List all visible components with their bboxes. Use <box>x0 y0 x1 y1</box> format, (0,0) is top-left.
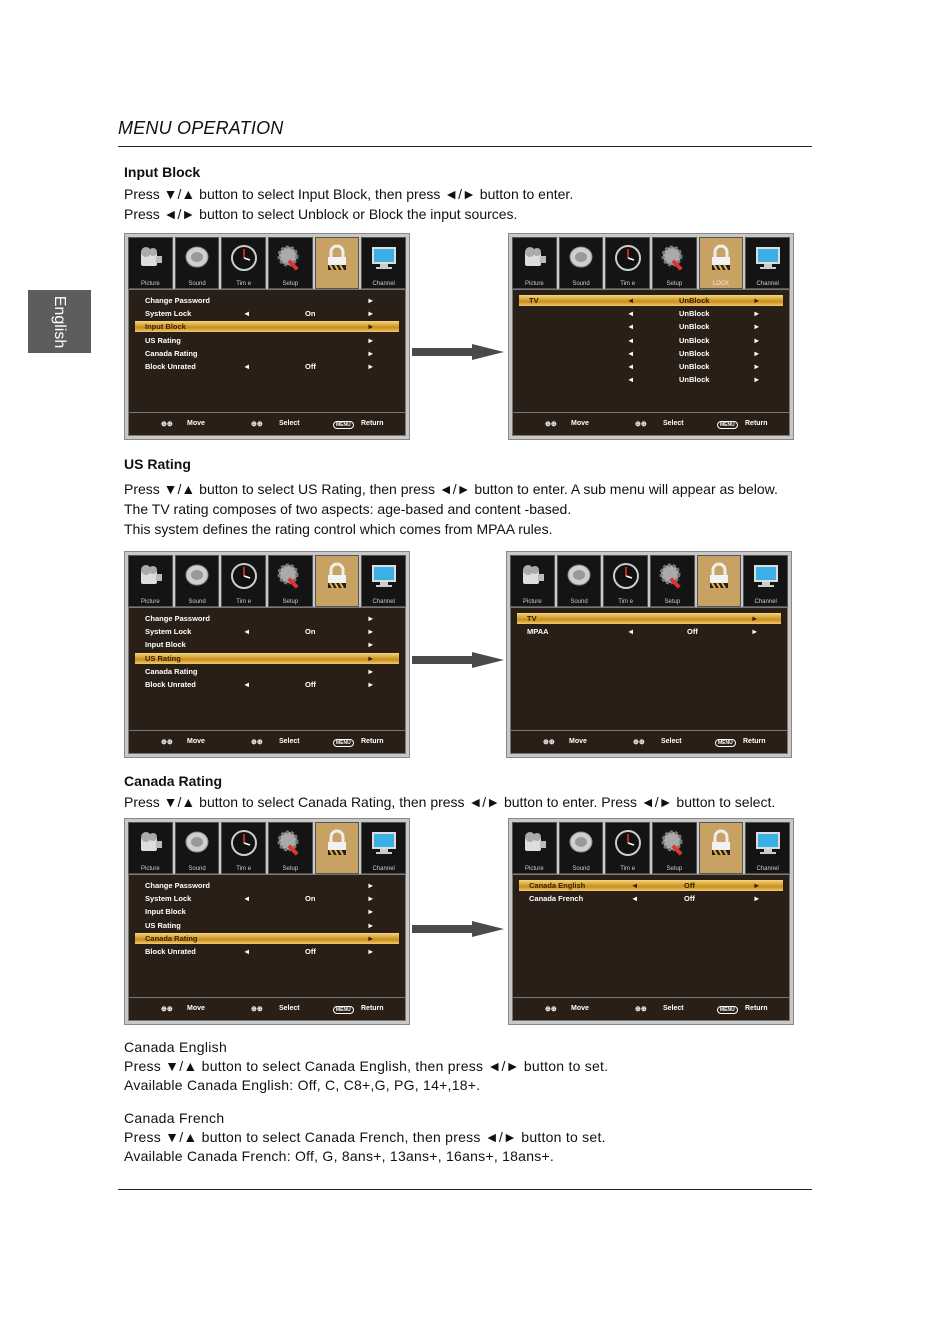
speaker-icon <box>566 828 596 858</box>
lock-icon <box>322 561 352 591</box>
camera-icon <box>517 561 547 591</box>
left-arrow-icon: ◄ <box>243 627 251 637</box>
speaker-icon <box>182 828 212 858</box>
menu-item[interactable] <box>519 893 783 904</box>
clock-icon <box>613 243 643 273</box>
gear-icon <box>659 243 689 273</box>
move-hint: Move <box>187 1005 205 1012</box>
left-arrow-icon: ◄ <box>243 362 251 371</box>
return-hint: Return <box>743 738 766 745</box>
picture-tab[interactable] <box>512 822 557 874</box>
lock-tab[interactable] <box>315 822 360 874</box>
canada-english-line2: Available Canada English: Off, C, C8+,G, PG, 14+,18+. <box>124 1077 481 1093</box>
menu-item[interactable] <box>519 321 783 332</box>
setup-tab[interactable] <box>268 237 313 289</box>
up-down-icon: ⊕⊕ <box>545 421 557 428</box>
gear-icon <box>275 243 305 273</box>
menu-item[interactable] <box>135 639 399 650</box>
menu-icon-bar <box>512 822 790 874</box>
lock-icon <box>322 243 352 273</box>
left-arrow-icon: ◄ <box>631 881 639 890</box>
left-arrow-icon: ◄ <box>243 894 251 904</box>
lock-tab[interactable] <box>697 555 742 607</box>
tab-label: Channel <box>372 866 395 872</box>
tab-label: Picture <box>524 866 544 872</box>
menu-list <box>512 874 790 998</box>
menu-footer <box>510 730 788 754</box>
page-header: MENU OPERATION <box>118 118 284 138</box>
monitor-icon <box>369 828 399 858</box>
right-arrow-icon: ► <box>751 627 759 637</box>
gear-icon <box>275 561 305 591</box>
camera-icon <box>135 561 165 591</box>
channel-tab[interactable] <box>361 822 406 874</box>
select-hint: Select <box>279 1005 300 1012</box>
right-arrow-icon: ► <box>753 362 761 371</box>
select-hint: Select <box>663 420 684 427</box>
clock-icon <box>229 561 259 591</box>
canada-french-line1: Press ▼/▲ button to select Canada French, then press ◄/► button to set. <box>124 1129 606 1145</box>
menu-item[interactable] <box>519 348 783 359</box>
menu-item[interactable] <box>519 295 783 306</box>
right-arrow-icon: ► <box>367 362 375 371</box>
tab-label: LOCK <box>712 281 730 287</box>
right-arrow-icon: ► <box>367 335 375 345</box>
channel-tab[interactable] <box>361 237 406 289</box>
setup-tab[interactable] <box>268 822 313 874</box>
tab-label: Sound <box>572 281 590 287</box>
tab-label: Sound <box>188 281 206 287</box>
input-block-line1: Press ▼/▲ button to select Input Block, then press ◄/► button to enter. <box>124 186 574 202</box>
menu-item[interactable] <box>135 679 399 690</box>
return-hint: Return <box>745 1005 768 1012</box>
select-hint: Select <box>663 1005 684 1012</box>
clock-icon <box>613 828 643 858</box>
menu-item[interactable] <box>135 613 399 624</box>
menu-list <box>128 607 406 731</box>
menu-item[interactable] <box>517 613 781 624</box>
right-arrow-icon: ► <box>753 348 761 358</box>
picture-tab[interactable] <box>128 822 173 874</box>
speaker-icon <box>182 243 212 273</box>
menu-icon-bar <box>128 237 406 289</box>
time-tab[interactable] <box>605 822 650 874</box>
menu-item-label: Change Password <box>145 881 211 890</box>
gear-icon <box>275 828 305 858</box>
channel-tab[interactable] <box>361 555 406 607</box>
setup-tab[interactable] <box>268 555 313 607</box>
left-right-icon: ⊕⊕ <box>251 739 263 746</box>
canada-english-line1: Press ▼/▲ button to select Canada English, then press ◄/► button to set. <box>124 1058 609 1074</box>
menu-item-value: UnBlock <box>679 362 710 371</box>
canada-rating-line1: Press ▼/▲ button to select Canada Rating, then press ◄/► button to enter. Press ◄/► button to select. <box>124 794 776 810</box>
time-tab[interactable] <box>605 237 650 289</box>
menu-footer <box>512 412 790 436</box>
input-block-line2: Press ◄/► button to select Unblock or Block the input sources. <box>124 206 518 222</box>
select-hint: Select <box>279 420 300 427</box>
monitor-icon <box>753 828 783 858</box>
arrow-right-icon <box>412 344 504 360</box>
menu-item[interactable] <box>519 880 783 891</box>
sound-tab[interactable] <box>175 237 220 289</box>
return-hint: Return <box>745 420 768 427</box>
left-right-icon: ⊕⊕ <box>635 1006 647 1013</box>
setup-tab[interactable] <box>650 555 695 607</box>
lock-tab[interactable] <box>315 555 360 607</box>
menu-item-label: System Lock <box>145 309 192 319</box>
sound-tab[interactable] <box>557 555 602 607</box>
left-arrow-icon: ◄ <box>627 309 635 319</box>
right-arrow-icon: ► <box>367 653 375 663</box>
menu-item-label: Canada Rating <box>145 666 198 676</box>
tab-label: Picture <box>140 599 160 605</box>
menu-item-label: System Lock <box>145 894 192 904</box>
tab-label: Channel <box>372 281 395 287</box>
right-arrow-icon: ► <box>751 614 759 623</box>
menu-item[interactable] <box>135 906 399 917</box>
menu-item-value: Off <box>687 627 698 637</box>
sound-tab[interactable] <box>559 822 604 874</box>
picture-tab[interactable] <box>128 555 173 607</box>
canada-french-heading: Canada French <box>124 1110 225 1126</box>
time-tab[interactable] <box>221 237 266 289</box>
clock-icon <box>611 561 641 591</box>
tab-label: Picture <box>140 866 160 872</box>
setup-tab[interactable] <box>652 237 697 289</box>
monitor-icon <box>753 243 783 273</box>
menu-item[interactable] <box>135 361 399 372</box>
left-arrow-icon: ◄ <box>627 322 635 332</box>
clock-icon <box>229 243 259 273</box>
tab-label: Channel <box>754 599 777 605</box>
move-hint: Move <box>569 738 587 745</box>
menu-item-label: Canada French <box>529 894 584 904</box>
menu-item[interactable] <box>135 626 399 637</box>
tab-label: Setup <box>664 599 681 605</box>
menu-item-label: US Rating <box>145 335 181 345</box>
menu-item-value: Off <box>684 894 695 904</box>
speaker-icon <box>566 243 596 273</box>
tab-label: Tim e <box>618 599 634 605</box>
menu-item-label: Canada Rating <box>145 933 198 943</box>
speaker-icon <box>182 561 212 591</box>
menu-item[interactable] <box>135 920 399 931</box>
us-rating-screen <box>506 551 792 758</box>
tab-label: Setup <box>282 866 299 872</box>
menu-item[interactable] <box>519 335 783 346</box>
channel-tab[interactable] <box>745 237 790 289</box>
menu-item-label: Block Unrated <box>145 362 196 371</box>
menu-item-value: UnBlock <box>679 348 710 358</box>
move-hint: Move <box>187 738 205 745</box>
left-arrow-icon: ◄ <box>243 309 251 319</box>
right-arrow-icon: ► <box>367 920 375 930</box>
us-rating-line1: Press ▼/▲ button to select US Rating, then press ◄/► button to enter. A sub menu will appear as below. <box>124 481 778 497</box>
left-right-icon: ⊕⊕ <box>251 1006 263 1013</box>
up-down-icon: ⊕⊕ <box>543 739 555 746</box>
canada-rating-screen <box>508 818 794 1025</box>
right-arrow-icon: ► <box>367 640 375 650</box>
menu-item[interactable] <box>135 348 399 359</box>
menu-item[interactable] <box>135 933 399 944</box>
input-block-screen <box>508 233 794 440</box>
select-hint: Select <box>279 738 300 745</box>
lock-tab[interactable] <box>315 237 360 289</box>
left-arrow-icon: ◄ <box>627 348 635 358</box>
menu-item-value: UnBlock <box>679 375 710 385</box>
menu-item-value: UnBlock <box>679 296 710 305</box>
sound-tab[interactable] <box>175 822 220 874</box>
menu-item[interactable] <box>135 893 399 904</box>
menu-item[interactable] <box>135 946 399 957</box>
menu-item-value: Off <box>305 680 316 689</box>
menu-item-label: Block Unrated <box>145 947 196 956</box>
lock-tab[interactable] <box>699 237 744 289</box>
monitor-icon <box>751 561 781 591</box>
time-tab[interactable] <box>221 822 266 874</box>
return-hint: Return <box>361 1005 384 1012</box>
menu-item-label: Input Block <box>145 640 186 650</box>
header-rule <box>118 146 812 147</box>
picture-tab[interactable] <box>510 555 555 607</box>
menu-icon-bar <box>510 555 788 607</box>
menu-item-label: Change Password <box>145 614 211 623</box>
tab-label: Sound <box>572 866 590 872</box>
menu-item-value: UnBlock <box>679 322 710 332</box>
menu-icon-bar <box>128 555 406 607</box>
left-arrow-icon: ◄ <box>627 375 635 385</box>
lock-menu-screen-2 <box>124 551 410 758</box>
menu-item-label: MPAA <box>527 627 549 637</box>
canada-french-line2: Available Canada French: Off, G, 8ans+, 13ans+, 16ans+, 18ans+. <box>124 1148 555 1164</box>
language-tab-label: English <box>51 295 69 348</box>
tab-label: Tim e <box>620 281 636 287</box>
right-arrow-icon: ► <box>367 894 375 904</box>
menu-item-label: Block Unrated <box>145 680 196 689</box>
menu-item-label: US Rating <box>145 653 181 663</box>
menu-footer <box>128 997 406 1021</box>
menu-item-label: Canada Rating <box>145 348 198 358</box>
menu-item-value: On <box>305 309 316 319</box>
tab-label: Tim e <box>236 281 252 287</box>
right-arrow-icon: ► <box>753 881 761 890</box>
picture-tab[interactable] <box>128 237 173 289</box>
lock-tab[interactable] <box>699 822 744 874</box>
select-hint: Select <box>661 738 682 745</box>
lock-icon <box>704 561 734 591</box>
sound-tab[interactable] <box>175 555 220 607</box>
menu-item-label: Change Password <box>145 296 211 305</box>
lock-icon <box>322 828 352 858</box>
right-arrow-icon: ► <box>753 335 761 345</box>
tab-label: Sound <box>188 866 206 872</box>
return-hint: Return <box>361 420 384 427</box>
menu-item-label: Input Block <box>145 907 186 917</box>
channel-tab[interactable] <box>745 822 790 874</box>
menu-icon-bar <box>128 822 406 874</box>
left-arrow-icon: ◄ <box>243 680 251 689</box>
sound-tab[interactable] <box>559 237 604 289</box>
move-hint: Move <box>187 420 205 427</box>
menu-item[interactable] <box>135 295 399 306</box>
menu-item-label: US Rating <box>145 920 181 930</box>
menu-key-icon: MENU <box>333 739 354 747</box>
left-arrow-icon: ◄ <box>627 296 635 305</box>
us-rating-line3: This system defines the rating control which comes from MPAA rules. <box>124 521 553 537</box>
arrow-right-icon <box>412 652 504 668</box>
arrow-right-icon <box>412 921 504 937</box>
right-arrow-icon: ► <box>367 666 375 676</box>
menu-item[interactable] <box>517 626 781 637</box>
up-down-icon: ⊕⊕ <box>161 739 173 746</box>
right-arrow-icon: ► <box>367 309 375 319</box>
menu-item-label: Canada English <box>529 881 586 890</box>
right-arrow-icon: ► <box>367 933 375 943</box>
up-down-icon: ⊕⊕ <box>161 421 173 428</box>
menu-key-icon: MENU <box>717 421 738 429</box>
tab-label: Sound <box>188 599 206 605</box>
menu-item[interactable] <box>519 308 783 319</box>
monitor-icon <box>369 243 399 273</box>
right-arrow-icon: ► <box>753 375 761 385</box>
lock-icon <box>706 243 736 273</box>
channel-tab[interactable] <box>743 555 788 607</box>
menu-item-value: Off <box>305 947 316 956</box>
tab-label: Picture <box>522 599 542 605</box>
menu-item-value: UnBlock <box>679 335 710 345</box>
right-arrow-icon: ► <box>753 309 761 319</box>
menu-footer <box>128 412 406 436</box>
right-arrow-icon: ► <box>367 627 375 637</box>
tab-label: Picture <box>524 281 544 287</box>
camera-icon <box>135 828 165 858</box>
setup-tab[interactable] <box>652 822 697 874</box>
return-hint: Return <box>361 738 384 745</box>
speaker-icon <box>564 561 594 591</box>
right-arrow-icon: ► <box>367 680 375 689</box>
menu-item-value: On <box>305 894 316 904</box>
tab-label: Channel <box>372 599 395 605</box>
menu-item[interactable] <box>135 666 399 677</box>
right-arrow-icon: ► <box>753 894 761 904</box>
canada-english-heading: Canada English <box>124 1039 228 1055</box>
menu-item[interactable] <box>135 653 399 664</box>
right-arrow-icon: ► <box>367 947 375 956</box>
camera-icon <box>519 243 549 273</box>
menu-item-value: On <box>305 627 316 637</box>
menu-footer <box>128 730 406 754</box>
camera-icon <box>135 243 165 273</box>
left-arrow-icon: ◄ <box>631 894 639 904</box>
right-arrow-icon: ► <box>367 907 375 917</box>
menu-item-value: UnBlock <box>679 309 710 319</box>
right-arrow-icon: ► <box>367 348 375 358</box>
monitor-icon <box>369 561 399 591</box>
language-tab <box>28 290 91 353</box>
picture-tab[interactable] <box>512 237 557 289</box>
menu-item-label: System Lock <box>145 627 192 637</box>
menu-item[interactable] <box>519 374 783 385</box>
right-arrow-icon: ► <box>753 322 761 332</box>
move-hint: Move <box>571 1005 589 1012</box>
up-down-icon: ⊕⊕ <box>545 1006 557 1013</box>
menu-item-label: TV <box>527 614 537 623</box>
right-arrow-icon: ► <box>367 614 375 623</box>
time-tab[interactable] <box>603 555 648 607</box>
footer-rule <box>118 1189 812 1190</box>
left-arrow-icon: ◄ <box>627 335 635 345</box>
up-down-icon: ⊕⊕ <box>161 1006 173 1013</box>
menu-item-value: Off <box>684 881 695 890</box>
menu-item[interactable] <box>135 880 399 891</box>
menu-icon-bar <box>512 237 790 289</box>
tab-label: Picture <box>140 281 160 287</box>
camera-icon <box>519 828 549 858</box>
gear-icon <box>659 828 689 858</box>
left-right-icon: ⊕⊕ <box>633 739 645 746</box>
input-block-heading: Input Block <box>124 164 201 180</box>
menu-item[interactable] <box>135 335 399 346</box>
lock-menu-screen-3 <box>124 818 410 1025</box>
menu-footer <box>512 997 790 1021</box>
canada-rating-heading: Canada Rating <box>124 773 223 789</box>
left-arrow-icon: ◄ <box>627 362 635 371</box>
tab-label: Setup <box>666 281 683 287</box>
tab-label: Tim e <box>236 599 252 605</box>
tab-label: Setup <box>282 599 299 605</box>
move-hint: Move <box>571 420 589 427</box>
menu-item-label: TV <box>529 296 539 305</box>
menu-key-icon: MENU <box>717 1006 738 1014</box>
menu-list <box>510 607 788 731</box>
menu-key-icon: MENU <box>333 421 354 429</box>
menu-item[interactable] <box>135 308 399 319</box>
menu-item-value: Off <box>305 362 316 371</box>
right-arrow-icon: ► <box>753 296 761 305</box>
menu-key-icon: MENU <box>715 739 736 747</box>
tab-label: Setup <box>282 281 299 287</box>
gear-icon <box>657 561 687 591</box>
menu-list <box>128 874 406 998</box>
right-arrow-icon: ► <box>367 881 375 890</box>
tab-label: Sound <box>570 599 588 605</box>
left-arrow-icon: ◄ <box>243 947 251 956</box>
right-arrow-icon: ► <box>367 322 375 332</box>
right-arrow-icon: ► <box>367 296 375 305</box>
menu-item[interactable] <box>135 321 399 332</box>
lock-icon <box>706 828 736 858</box>
menu-list <box>512 289 790 413</box>
us-rating-line2: The TV rating composes of two aspects: age-based and content -based. <box>124 501 572 517</box>
menu-item[interactable] <box>519 361 783 372</box>
left-arrow-icon: ◄ <box>627 627 635 637</box>
left-right-icon: ⊕⊕ <box>251 421 263 428</box>
menu-list <box>128 289 406 413</box>
tab-label: Channel <box>756 281 779 287</box>
clock-icon <box>229 828 259 858</box>
tab-label: Tim e <box>236 866 252 872</box>
menu-key-icon: MENU <box>333 1006 354 1014</box>
us-rating-heading: US Rating <box>124 456 191 472</box>
tab-label: Setup <box>666 866 683 872</box>
menu-item-label: Input Block <box>145 322 186 332</box>
lock-menu-screen-1 <box>124 233 410 440</box>
left-right-icon: ⊕⊕ <box>635 421 647 428</box>
tab-label: Tim e <box>620 866 636 872</box>
tab-label: Channel <box>756 866 779 872</box>
time-tab[interactable] <box>221 555 266 607</box>
